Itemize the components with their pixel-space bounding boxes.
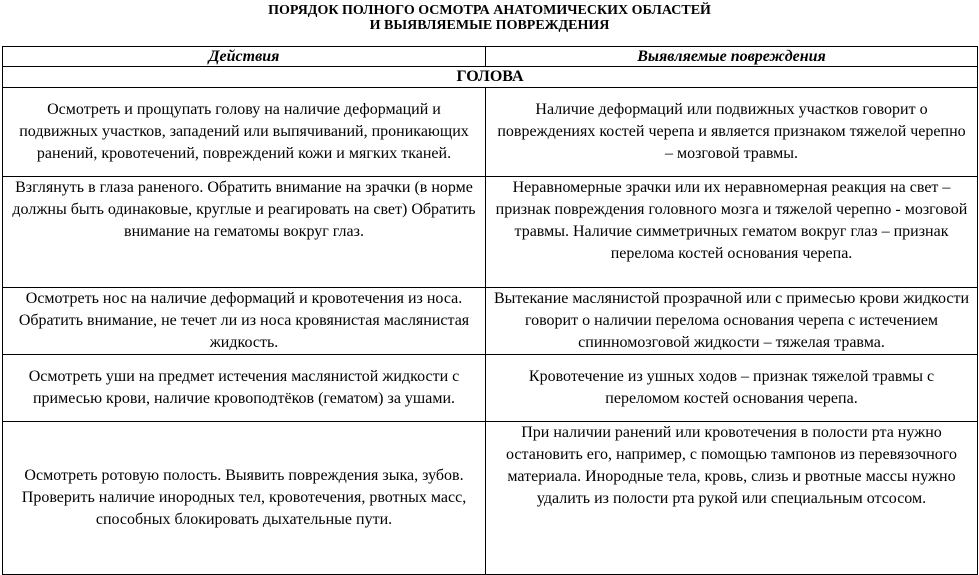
table-row bbox=[3, 288, 978, 355]
section-row bbox=[3, 67, 978, 88]
action-cell: Осмотреть ротовую полость. Выявить повреждения зыка, зубов. Проверить наличие инородных тел, кровотечения, рвотных масс, способных блокировать дыхательные пути. bbox=[3, 422, 486, 575]
title-line-2: И ВЫЯВЛЯЕМЫЕ ПОВРЕЖДЕНИЯ bbox=[369, 18, 610, 33]
action-cell: Осмотреть и прощупать голову на наличие деформаций и подвижных участков, западений или выпячиваний, проникающих ранений, кровотечений, повреждений кожи и мягких тканей. bbox=[3, 88, 486, 177]
injury-cell: Кровотечение из ушных ходов – признак тяжелой травмы с переломом костей основания черепа. bbox=[486, 355, 978, 422]
header-actions: Действия bbox=[3, 47, 486, 67]
title-line-1: ПОРЯДОК ПОЛНОГО ОСМОТРА АНАТОМИЧЕСКИХ ОБЛАСТЕЙ bbox=[268, 3, 711, 18]
table-row bbox=[3, 422, 978, 575]
action-cell: Осмотреть уши на предмет истечения маслянистой жидкости с примесью крови, наличие кровоподтёков (гематом) за ушами. bbox=[3, 355, 486, 422]
table-row bbox=[3, 355, 978, 422]
header-injuries: Выявляемые повреждения bbox=[486, 47, 978, 67]
section-head: ГОЛОВА bbox=[3, 67, 978, 88]
table-row bbox=[3, 177, 978, 288]
inspection-table bbox=[2, 46, 978, 575]
injury-cell: При наличии ранений или кровотечения в полости рта нужно остановить его, например, с помощью тампонов из перевязочного материала. Инородные тела, кровь, слизь и рвотные массы нужно удалить из полости рта рукой или специальным отсосом. bbox=[486, 422, 978, 575]
injury-cell: Неравномерные зрачки или их неравномерная реакция на свет – признак повреждения головного мозга и тяжелой черепно - мозговой травмы. Наличие симметричных гематом вокруг глаз – признак перелома костей основания черепа. bbox=[486, 177, 978, 288]
injury-cell: Наличие деформаций или подвижных участков говорит о повреждениях костей черепа и является признаком тяжелой черепно – мозговой травмы. bbox=[486, 88, 978, 177]
action-cell: Взглянуть в глаза раненого. Обратить внимание на зрачки (в норме должны быть одинаковые, круглые и реагировать на свет) Обратить внимание на гематомы вокруг глаз. bbox=[3, 177, 486, 288]
table-row bbox=[3, 88, 978, 177]
action-cell: Осмотреть нос на наличие деформаций и кровотечения из носа. Обратить внимание, не течет ли из носа кровянистая маслянистая жидкость. bbox=[3, 288, 486, 355]
document-title bbox=[0, 3, 979, 33]
header-row bbox=[3, 47, 978, 67]
injury-cell: Вытекание маслянистой прозрачной или с примесью крови жидкости говорит о наличии перелома основания черепа с истечением спинномозговой жидкости – тяжелая травма. bbox=[486, 288, 978, 355]
